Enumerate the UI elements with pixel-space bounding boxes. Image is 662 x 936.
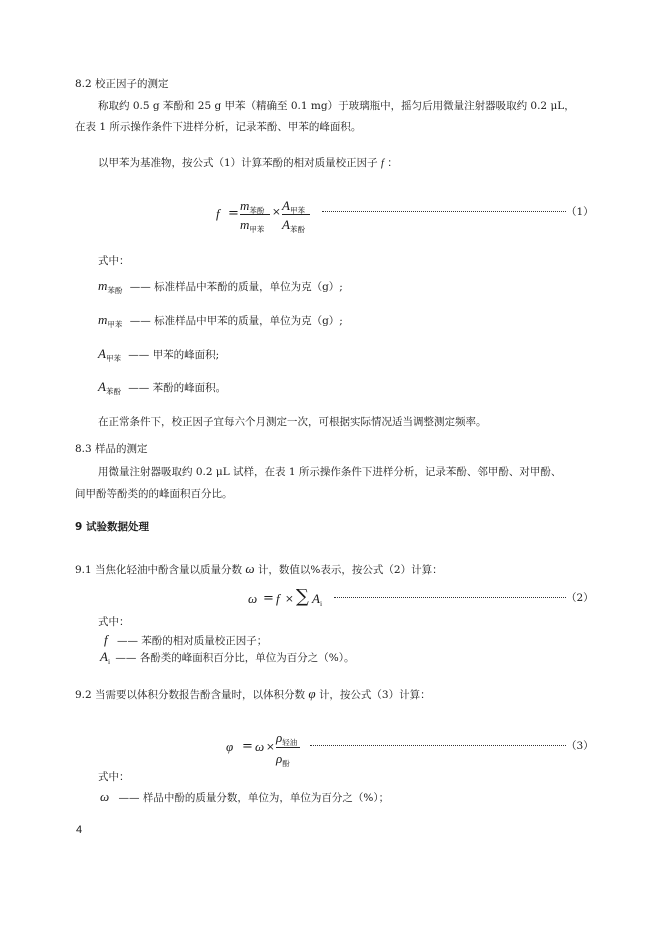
definition-a-phenol: $A_{苯酚}$ —— 苯酚的峰面积。: [98, 379, 227, 396]
eq2-leader-dots: [334, 597, 566, 598]
eq2-times: ×: [285, 593, 294, 605]
definition-f: f —— 苯酚的相对质量校正因子；: [104, 632, 268, 647]
eq3-times: ×: [266, 741, 275, 753]
eq1-numerator-m: $m_{苯酚}$: [240, 198, 265, 215]
eq3-lhs: φ: [226, 739, 234, 754]
eq1-number: （1）: [566, 206, 594, 218]
eq2-lhs: ω: [248, 591, 258, 606]
eq2-a-i: $A_i$: [312, 591, 323, 608]
eq3-fraction-bar: [276, 747, 300, 748]
eq1-lhs: f: [216, 206, 220, 221]
eq2-sum: ∑: [296, 586, 309, 607]
eq2-f: f: [276, 591, 280, 606]
paragraph-8-2-line-2: 在表 1 所示操作条件下进样分析，记录苯酚、甲苯的峰面积。: [75, 121, 362, 133]
definition-omega: ω —— 样品中酚的质量分数，单位为，单位为百分之（%）；: [100, 789, 390, 804]
section-9-heading: 9 试验数据处理: [75, 521, 149, 533]
eq1-leader-dots: [322, 211, 566, 212]
eq3-omega: ω: [255, 739, 265, 754]
eq3-number: （3）: [566, 740, 594, 752]
eq1-numerator-a: $A_{甲苯}$: [282, 198, 305, 215]
paragraph-9-1: 9.1 当焦化轻油中酚含量以质量分数 ω 计，数值以%表示，按公式（2）计算：: [75, 561, 443, 576]
eq1-denominator-m: $m_{甲苯}$: [240, 217, 265, 234]
eq1-denominator-a: $A_{苯酚}$: [282, 217, 305, 234]
eq1-times: ×: [272, 206, 281, 218]
definition-a-toluene: $A_{甲苯}$ —— 甲苯的峰面积;: [98, 346, 220, 363]
where-label-3: 式中：: [98, 771, 130, 783]
eq2-number: （2）: [566, 592, 594, 604]
definition-a-i: $A_i$ —— 各酚类的峰面积百分比，单位为百分之（%）。: [100, 649, 355, 666]
eq3-equals: =: [242, 739, 253, 754]
calibration-note: 在正常条件下，校正因子宜每六个月测定一次，可根据实际情况适当调整测定频率。: [98, 416, 487, 428]
paragraph-8-2-basis: 以甲苯为基准物，按公式（1）计算苯酚的相对质量校正因子 f ：: [98, 157, 398, 169]
where-label-2: 式中：: [98, 616, 130, 628]
paragraph-8-3-line-1: 用微量注射器吸取约 0.2 μL 试样，在表 1 所示操作条件下进样分析，记录苯酚、邻甲酚、对甲酚、: [98, 466, 562, 478]
paragraph-9-2: 9.2 当需要以体积分数报告酚含量时，以体积分数 φ 计，按公式（3）计算：: [75, 686, 431, 701]
eq3-numerator-rho: $\rho_{轻油}$: [276, 730, 298, 747]
eq1-equals: =: [228, 206, 239, 221]
paragraph-8-2-line-1: 称取约 0.5 g 苯酚和 25 g 甲苯（精确至 0.1 mg）于玻璃瓶中，摇匀后用微量注射器吸取约 0.2 μL，: [98, 100, 575, 112]
section-8-3-heading: 8.3 样品的测定: [75, 443, 148, 455]
where-label-1: 式中：: [98, 255, 130, 267]
section-8-2-heading: 8.2 校正因子的测定: [75, 78, 169, 90]
page-number: 4: [76, 824, 83, 836]
eq3-leader-dots: [310, 745, 566, 746]
definition-m-toluene: $m_{甲苯}$ —— 标准样品中甲苯的质量，单位为克（g）;: [98, 312, 343, 329]
paragraph-8-3-line-2: 间甲酚等酚类的的峰面积百分比。: [75, 488, 233, 500]
eq1-fraction-bar-2: [282, 214, 310, 215]
definition-m-phenol: $m_{苯酚}$ —— 标准样品中苯酚的质量，单位为克（g）;: [98, 278, 343, 295]
eq2-equals: =: [263, 591, 274, 606]
eq1-fraction-bar-1: [240, 214, 270, 215]
eq3-denominator-rho: $\rho_酚$: [276, 751, 290, 768]
